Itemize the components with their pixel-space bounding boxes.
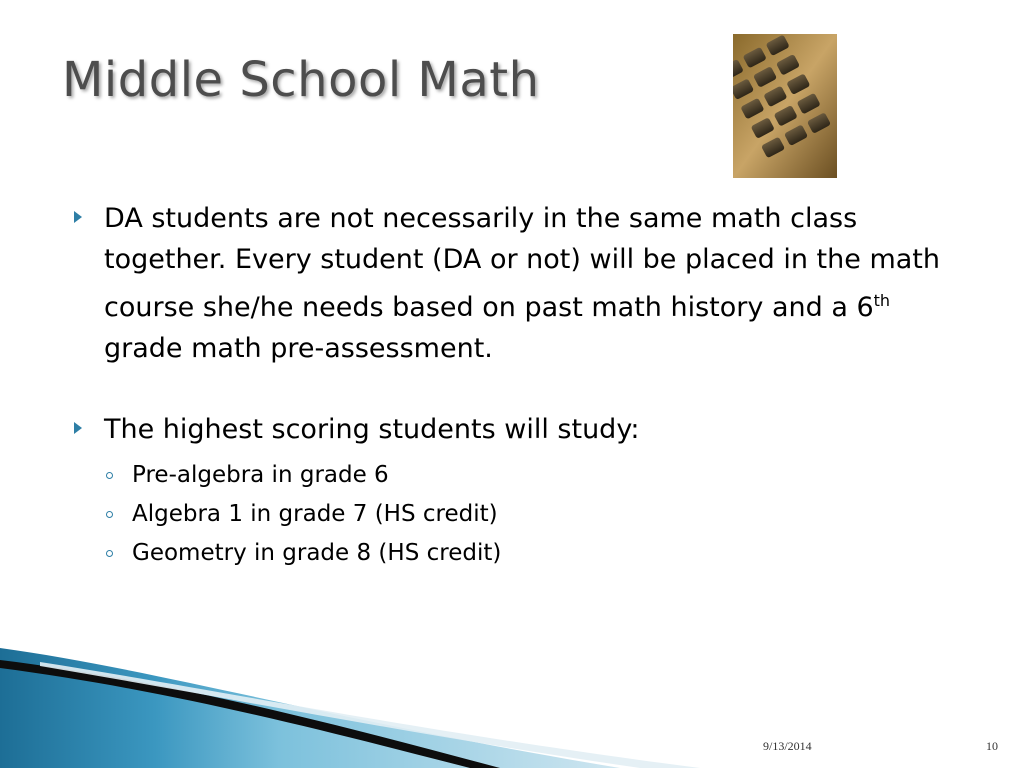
page-number: 10 [986, 739, 998, 753]
footer-date: 9/13/2014 [763, 739, 812, 753]
sub-bullet-item [74, 534, 954, 573]
calculator-photo [733, 34, 837, 178]
bullet-text: The highest scoring students will study: [104, 414, 640, 445]
slide-body [74, 198, 954, 573]
sub-bullet-list [74, 456, 954, 573]
decorative-wave-footer [0, 640, 1024, 768]
bullet-arrow-icon [74, 211, 82, 223]
sub-bullet-text: Geometry in grade 8 (HS credit) [132, 540, 502, 566]
superscript-th: th [873, 291, 891, 310]
bullet-text-continued: grade math pre-assessment. [104, 333, 493, 364]
slide-title: Middle School Math [62, 52, 540, 108]
ring-bullet-icon [106, 550, 113, 557]
bullet-text: DA students are not necessarily in the same math class together. Every student (DA or not) will be placed in the math course she/he needs based on past math history and a 6 [104, 203, 940, 323]
ring-bullet-icon [106, 472, 113, 479]
sub-bullet-text: Pre-algebra in grade 6 [132, 462, 389, 488]
bullet-highest-scoring [74, 409, 954, 450]
bullet-placement [74, 198, 954, 369]
sub-bullet-item [74, 456, 954, 495]
ring-bullet-icon [106, 511, 113, 518]
bullet-arrow-icon [74, 422, 82, 434]
sub-bullet-item [74, 495, 954, 534]
sub-bullet-text: Algebra 1 in grade 7 (HS credit) [132, 501, 498, 527]
